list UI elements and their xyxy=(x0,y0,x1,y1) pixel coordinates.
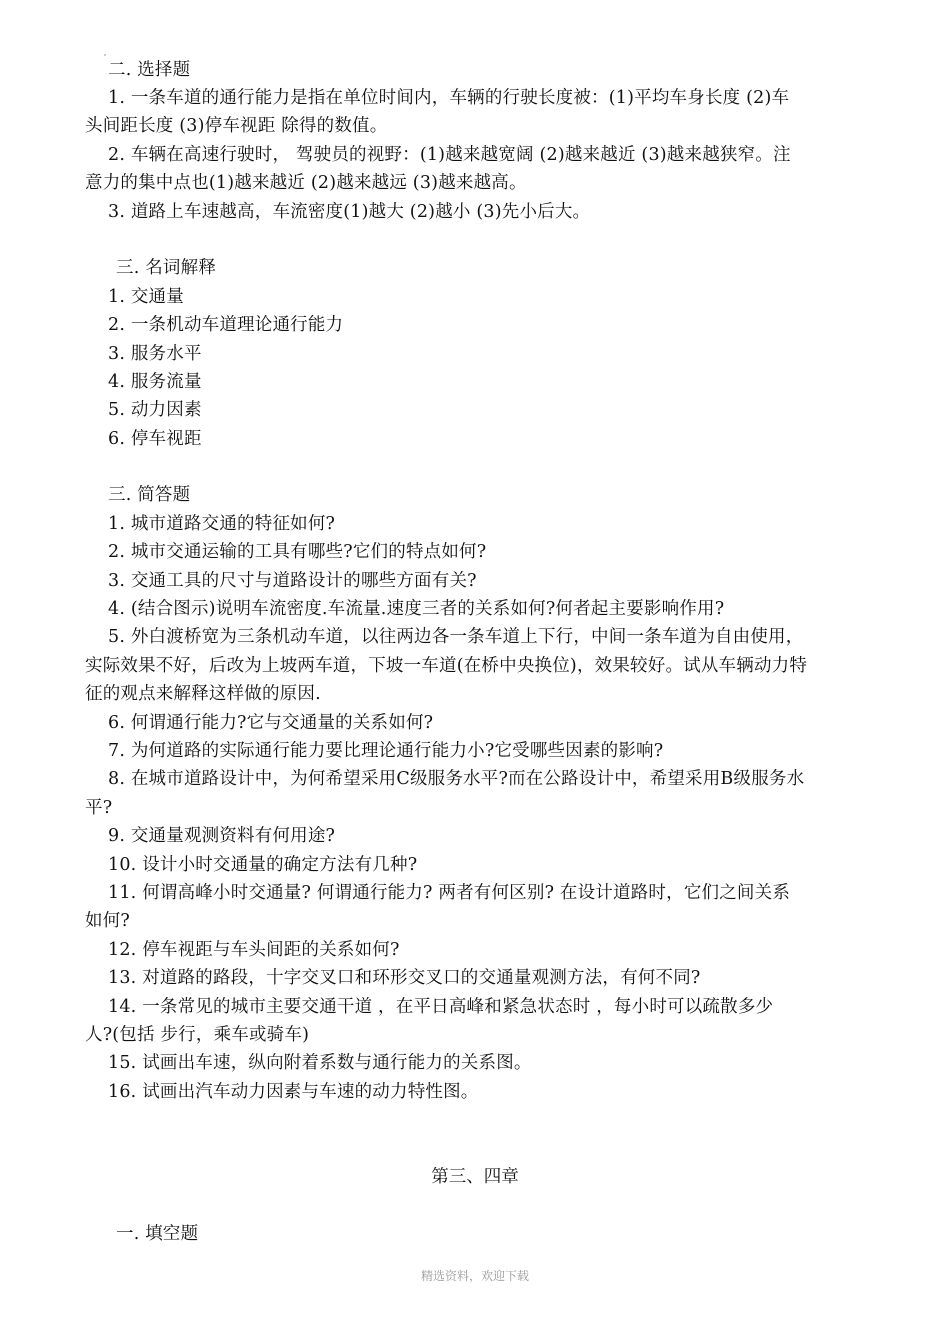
term-item: 5. 动力因素 xyxy=(108,400,202,420)
short-answer-line: 8. 在城市道路设计中，为何希望采用C级服务水平?而在公路设计中，希望采用B级服务水 xyxy=(108,769,805,789)
section-title-terms: 三. 名词解释 xyxy=(116,258,217,278)
short-answer-line: 4. (结合图示)说明车流密度.车流量.速度三者的关系如何?何者起主要影响作用? xyxy=(108,599,725,619)
short-answer-line: 3. 交通工具的尺寸与道路设计的哪些方面有关? xyxy=(108,571,477,591)
scan-mark xyxy=(104,54,106,56)
chapter-title: 第三、四章 xyxy=(431,1167,519,1187)
short-answer-line: 16. 试画出汽车动力因素与车速的动力特性图。 xyxy=(108,1082,479,1102)
short-answer-line: 5. 外白渡桥宽为三条机动车道，以往两边各一条车道上下行，中间一条车道为自由使用， xyxy=(108,627,804,647)
short-answer-line: 7. 为何道路的实际通行能力要比理论通行能力小?它受哪些因素的影响? xyxy=(108,741,664,761)
choice-line: 2. 车辆在高速行驶时， 驾驶员的视野：(1)越来越宽阔 (2)越来越近 (3)越来越狭窄。注 xyxy=(108,145,791,165)
short-answer-line: 15. 试画出车速，纵向附着系数与通行能力的关系图。 xyxy=(108,1053,532,1073)
short-answer-line: 6. 何谓通行能力?它与交通量的关系如何? xyxy=(108,713,434,733)
section-title-choice: 二. 选择题 xyxy=(108,60,191,80)
choice-line: 头间距长度 (3)停车视距 除得的数值。 xyxy=(85,116,388,136)
section-title-short-answer: 三. 简答题 xyxy=(108,485,191,505)
short-answer-line: 11. 何谓高峰小时交通量? 何谓通行能力? 两者有何区别? 在设计道路时，它们之间关系 xyxy=(108,883,791,903)
short-answer-line: 13. 对道路的路段，十字交叉口和环形交叉口的交通量观测方法，有何不同? xyxy=(108,968,701,988)
choice-line: 意力的集中点也(1)越来越近 (2)越来越远 (3)越来越高。 xyxy=(85,173,527,193)
short-answer-line: 征的观点来解释这样做的原因. xyxy=(85,684,321,704)
term-item: 6. 停车视距 xyxy=(108,429,202,449)
term-item: 4. 服务流量 xyxy=(108,372,202,392)
short-answer-line: 10. 设计小时交通量的确定方法有几种? xyxy=(108,855,418,875)
term-item: 2. 一条机动车道理论通行能力 xyxy=(108,315,344,335)
section-title-fill-blank: 一. 填空题 xyxy=(116,1224,199,1244)
short-answer-line: 14. 一条常见的城市主要交通干道 ，在平日高峰和紧急状态时 ，每小时可以疏散多少 xyxy=(108,997,774,1017)
short-answer-line: 9. 交通量观测资料有何用途? xyxy=(108,826,336,846)
short-answer-line: 如何? xyxy=(85,911,130,931)
short-answer-line: 实际效果不好，后改为上坡两车道，下坡一车道(在桥中央换位)，效果较好。试从车辆动力特 xyxy=(85,656,808,676)
term-item: 1. 交通量 xyxy=(108,287,184,307)
choice-line: 1. 一条车道的通行能力是指在单位时间内，车辆的行驶长度被：(1)平均车身长度 (2)车 xyxy=(108,88,790,108)
short-answer-line: 2. 城市交通运输的工具有哪些?它们的特点如何? xyxy=(108,542,487,562)
choice-line: 3. 道路上车速越高，车流密度(1)越大 (2)越小 (3)先小后大。 xyxy=(108,202,591,222)
short-answer-line: 1. 城市道路交通的特征如何? xyxy=(108,514,336,534)
page-footer: 精选资料，欢迎下载 xyxy=(420,1269,529,1283)
term-item: 3. 服务水平 xyxy=(108,344,202,364)
short-answer-line: 人?(包括 步行，乘车或骑车) xyxy=(85,1025,310,1045)
short-answer-line: 12. 停车视距与车头间距的关系如何? xyxy=(108,940,400,960)
short-answer-line: 平? xyxy=(85,798,113,818)
